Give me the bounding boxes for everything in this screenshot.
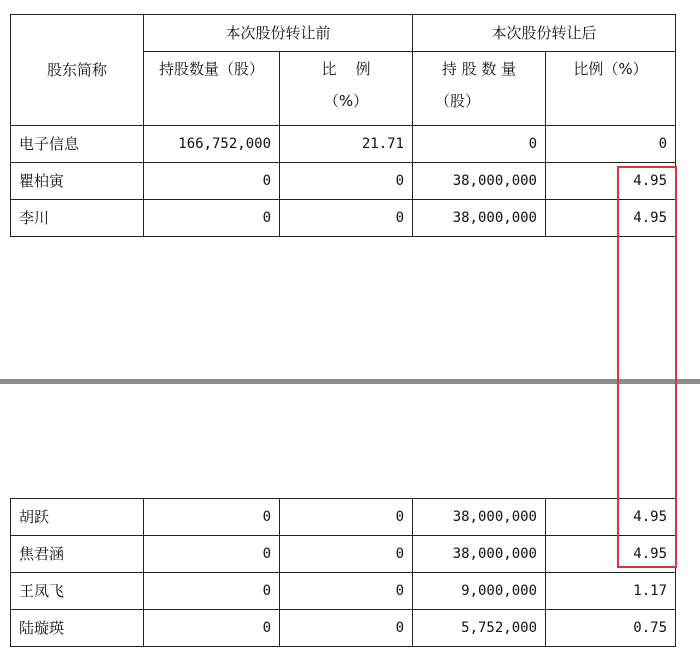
page-break-divider [0,379,700,384]
table-row: 电子信息 166,752,000 21.71 0 0 [11,126,676,163]
table-row: 王凤飞 0 0 9,000,000 1.17 [11,573,676,610]
header-shareholder: 股东简称 [11,15,144,126]
table-row: 瞿柏寅 0 0 38,000,000 4.95 [11,163,676,200]
table-row: 李川 0 0 38,000,000 4.95 [11,200,676,237]
header-before-qty: 持股数量（股） [144,52,280,126]
header-after-qty: 持 股 数 量 （股） [413,52,546,126]
shareholding-table-top [10,14,676,237]
header-after-ratio: 比例（%） [546,52,676,126]
table-row: 焦君涵 0 0 38,000,000 4.95 [11,536,676,573]
header-before-group: 本次股份转让前 [144,15,413,52]
header-before-ratio: 比 例 （%） [280,52,413,126]
table-row: 胡跃 0 0 38,000,000 4.95 [11,499,676,536]
shareholding-table-bottom [10,498,676,647]
header-after-group: 本次股份转让后 [413,15,676,52]
table-row: 陆璇瑛 0 0 5,752,000 0.75 [11,610,676,647]
